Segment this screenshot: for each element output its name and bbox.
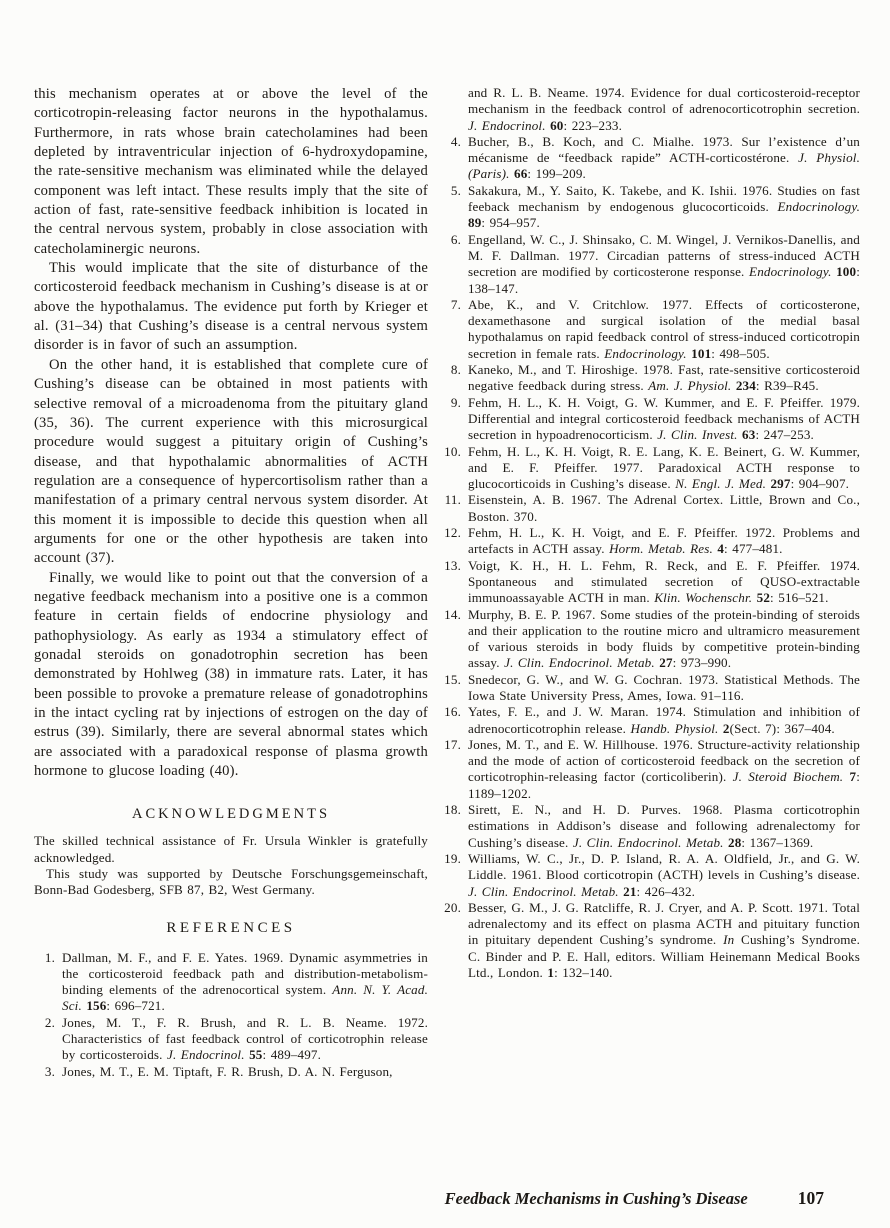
volume-number: 66	[514, 166, 528, 182]
reference-number: 9.	[450, 394, 461, 410]
reference-number: 8.	[450, 362, 461, 378]
reference-number: 18.	[444, 802, 461, 818]
reference-number: 3.	[44, 1063, 55, 1079]
volume-number: 4	[717, 541, 725, 557]
reference-continuation-text: and R. L. B. Neame. 1974. Evidence for dual corticosteroid-receptor mechanism in the feedback control of adrenocorticotrophin secretion. J. Endocrinol. 60: 223–233.	[468, 85, 860, 133]
volume-number: 60	[550, 117, 564, 133]
reference-number: 13.	[444, 557, 461, 573]
journal-name: Am. J. Physiol.	[648, 378, 732, 394]
reference-number: 7.	[450, 296, 461, 312]
reference-number: 1.	[44, 949, 55, 965]
reference-number: 16.	[444, 704, 461, 720]
volume-number: 63	[742, 427, 756, 443]
references-heading: REFERENCES	[166, 919, 296, 936]
reference-item: 15. Snedecor, G. W., and W. G. Cochran. 1973. Statistical Methods. The Iowa State University Press, Ames, Iowa. 91–116.	[440, 672, 860, 705]
reference-3-continuation	[440, 85, 860, 134]
reference-item: 6. Engelland, W. C., J. Shinsako, C. M. Wingel, J. Vernikos-Danellis, and M. F. Dallman. 1977. Circadian patterns of stress-induced ACTH secretion are modified by corticosterone response. Endocrinology. 100: 138–147.	[440, 232, 860, 297]
volume-number: 27	[659, 655, 673, 671]
acknowledgments-paragraphs	[34, 833, 428, 898]
journal-name: Endocrinology.	[604, 345, 687, 361]
journal-name: J. Physiol. (Paris).	[468, 150, 860, 182]
reference-item: 10. Fehm, H. L., K. H. Voigt, R. E. Lang, K. E. Beinert, G. W. Kummer, and E. F. Pfeiffer. 1977. Paradoxical ACTH response to glucocorticoids in Cushing’s disease. N. Engl. J. Med. 297: 904–907.	[440, 444, 860, 493]
acknowledgments-heading: ACKNOWLEDGMENTS	[131, 806, 331, 823]
reference-number: 6.	[450, 231, 461, 247]
reference-item: 14. Murphy, B. E. P. 1967. Some studies of the protein-binding of steroids and their application to the routine micro and ultramicro measurement of various steroids in body fluids by competitive protein-binding assay. J. Clin. Endocrinol. Metab. 27: 973–990.	[440, 607, 860, 672]
journal-name: J. Clin. Invest.	[657, 427, 738, 443]
reference-item: 18. Sirett, E. N., and H. D. Purves. 1968. Plasma corticotrophin estimations in Addison’s disease and following adrenalectomy for Cushing’s disease. J. Clin. Endocrinol. Metab. 28: 1367–1369.	[440, 802, 860, 851]
reference-number: 12.	[444, 525, 461, 541]
volume-number: 100	[836, 264, 857, 280]
reference-number: 10.	[444, 443, 461, 459]
footer-article-title: Feedback Mechanisms in Cushing’s Disease	[444, 1189, 748, 1208]
body-paragraphs	[34, 85, 428, 781]
reference-number: 11.	[444, 492, 461, 508]
volume-number: 234	[735, 378, 756, 394]
volume-number: 1	[547, 965, 555, 981]
reference-number: 15.	[444, 671, 461, 687]
reference-item: 2. Jones, M. T., F. R. Brush, and R. L. B. Neame. 1972. Characteristics of fast feedback control of corticotrophin release by corticosteroids. J. Endocrinol. 55: 489–497.	[34, 1015, 428, 1064]
references-list-left	[34, 950, 428, 1080]
journal-name: J. Clin. Endocrinol. Metab.	[468, 883, 619, 899]
journal-name: In	[723, 932, 735, 948]
reference-item: 4. Bucher, B., B. Koch, and C. Mialhe. 1973. Sur l’existence d’un mécanisme de “feedback rapide” ACTH-corticostérone. J. Physiol. (Paris). 66: 199–209.	[440, 134, 860, 183]
volume-number: 21	[623, 883, 637, 899]
reference-number: 14.	[444, 606, 461, 622]
journal-name: J. Endocrinol.	[167, 1047, 245, 1063]
reference-number: 4.	[450, 133, 461, 149]
journal-name: Endocrinology.	[777, 199, 860, 215]
right-column	[440, 85, 860, 1080]
reference-item: 17. Jones, M. T., and E. W. Hillhouse. 1976. Structure-activity relationship and the mode of action of corticosteroid feedback on the secretion of corticotrophin-releasing factor (corticoliberin). J. Steroid Biochem. 7: 1189–1202.	[440, 737, 860, 802]
reference-number: 5.	[450, 182, 461, 198]
paragraph: On the other hand, it is established that complete cure of Cushing’s disease can be obtained in most patients with selective removal of a microadenoma from the pituitary gland (35, 36). The current experience with this microsurgical procedure would suggest a pituitary origin of Cushing’s disease, and that hypothalamic abnormalities of ACTH regulation are a consequence of hypercortisolism rather than a manifestation of a primary central nervous system disorder. At this moment it is impossible to decide this question when all arguments for one or the other hypothesis are taken into account (37).	[34, 356, 428, 567]
volume-number: 2	[722, 720, 730, 736]
reference-item: 1. Dallman, M. F., and F. E. Yates. 1969. Dynamic asymmetries in the corticosteroid feedback path and distribution-metabolism-binding elements of the adrenocortical system. Ann. N. Y. Acad. Sci. 156: 696–721.	[34, 950, 428, 1015]
paragraph: This study was supported by Deutsche Forschungsgemeinschaft, Bonn-Bad Godesberg, SFB 87, B2, West Germany.	[34, 865, 428, 898]
paragraph: Finally, we would like to point out that the conversion of a negative feedback mechanism into a positive one is a common feature in certain fields of endocrine physiology and pathophysiology. As early as 1934 a stimulatory effect of gonadal steroids on gonadotrophin secretion has been demonstrated by Hohlweg (38) in immature rats. Later, it has been possible to provoke a premature release of gonadotrophins in the intact cycling rat by injections of estrogen on the day of estrus (39). Similarly, there are several abnormal states which are associated with a paradoxical response of plasma growth hormone to glucose loading (40).	[34, 569, 428, 780]
journal-name: Endocrinology.	[749, 264, 832, 280]
reference-item: 5. Sakakura, M., Y. Saito, K. Takebe, and K. Ishii. 1976. Studies on fast feeback mechanism by endogenous glucocorticoids. Endocrinology. 89: 954–957.	[440, 183, 860, 232]
reference-number: 20.	[444, 899, 461, 915]
reference-number: 17.	[444, 736, 461, 752]
reference-item: 11. Eisenstein, A. B. 1967. The Adrenal Cortex. Little, Brown and Co., Boston. 370.	[440, 492, 860, 525]
reference-item: 7. Abe, K., and V. Critchlow. 1977. Effects of corticosterone, dexamethasone and surgical isolation of the medial basal hypothalamus on rapid feedback control of stress-induced corticotropin secretion in female rats. Endocrinology. 101: 498–505.	[440, 297, 860, 362]
volume-number: 28	[728, 834, 742, 850]
reference-item: 20. Besser, G. M., J. G. Ratcliffe, R. J. Cryer, and A. P. Scott. 1971. Total adrenalectomy and its effect on plasma ACTH and pituitary function in pituitary dependent Cushing’s syndrome. In Cushing’s Syndrome. C. Binder and P. E. Hall, editors. William Heinemann Medical Books Ltd., London. 1: 132–140.	[440, 900, 860, 981]
volume-number: 89	[468, 215, 482, 231]
volume-number: 55	[249, 1047, 263, 1063]
reference-item: 19. Williams, W. C., Jr., D. P. Island, R. A. A. Oldfield, Jr., and G. W. Liddle. 1961. Blood corticotropin (ACTH) levels in Cushing’s disease. J. Clin. Endocrinol. Metab. 21: 426–432.	[440, 851, 860, 900]
volume-number: 101	[691, 345, 712, 361]
journal-name: J. Steroid Biochem.	[732, 769, 844, 785]
reference-item: 16. Yates, F. E., and J. W. Maran. 1974. Stimulation and inhibition of adrenocorticotrophin release. Handb. Physiol. 2(Sect. 7): 367–404.	[440, 704, 860, 737]
paragraph: The skilled technical assistance of Fr. Ursula Winkler is gratefully acknowledged.	[34, 833, 428, 865]
reference-number: 19.	[444, 850, 461, 866]
references-list-right	[440, 134, 860, 981]
journal-name: N. Engl. J. Med.	[675, 476, 767, 492]
volume-number: 156	[86, 998, 107, 1014]
volume-number: 297	[770, 476, 791, 492]
footer-page-number: 107	[797, 1188, 824, 1208]
journal-name: J. Clin. Endocrinol. Metab.	[504, 655, 655, 671]
left-column	[34, 85, 428, 1080]
reference-item: 13. Voigt, K. H., H. L. Fehm, R. Reck, and E. F. Pfeiffer. 1974. Spontaneous and stimulated secretion of QUSO-extractable immunoassayable ACTH in man. Klin. Wochenschr. 52: 516–521.	[440, 558, 860, 607]
running-footer	[0, 1188, 890, 1209]
two-column-layout	[34, 85, 860, 1080]
volume-number: 52	[756, 590, 771, 606]
journal-name: Klin. Wochenschr.	[654, 590, 753, 606]
journal-name: Horm. Metab. Res.	[609, 541, 713, 557]
paragraph: This would implicate that the site of disturbance of the corticosteroid feedback mechanism in Cushing’s disease is at or above the hypothalamus. The evidence put forth by Krieger et al. (31–34) that Cushing’s disease is a central nervous system disorder is in favor of such an assumption.	[34, 260, 428, 354]
journal-name: J. Clin. Endocrinol. Metab.	[572, 834, 724, 850]
reference-number: 2.	[44, 1014, 55, 1030]
reference-item: 9. Fehm, H. L., K. H. Voigt, G. W. Kummer, and E. F. Pfeiffer. 1979. Differential and integral corticosteroid feedback mechanisms of ACTH secretion in hypoadrenocorticism. J. Clin. Invest. 63: 247–253.	[440, 395, 860, 444]
journal-name: Ann. N. Y. Acad. Sci.	[62, 982, 428, 1014]
volume-number: 7	[849, 769, 857, 785]
paragraph: this mechanism operates at or above the level of the corticotropin-releasing factor neurons in the hypothalamus. Furthermore, in rats whose brain catecholamines had been depleted by intraventricular injection of 6-hydroxydopamine, the rate-sensitive mechanism was eliminated while the delayed component was left intact. These results imply that the site of action of fast, rate-sensitive feedback inhibition is located in the central nervous system, probably in close association with catecholaminergic neurons.	[34, 86, 428, 257]
journal-name: J. Endocrinol.	[468, 117, 546, 133]
reference-item: 3. Jones, M. T., E. M. Tiptaft, F. R. Brush, D. A. N. Ferguson,	[34, 1064, 428, 1080]
reference-item: 8. Kaneko, M., and T. Hiroshige. 1978. Fast, rate-sensitive corticosteroid negative feedback during stress. Am. J. Physiol. 234: R39–R45.	[440, 362, 860, 395]
reference-item: 12. Fehm, H. L., K. H. Voigt, and E. F. Pfeiffer. 1972. Problems and artefacts in ACTH assay. Horm. Metab. Res. 4: 477–481.	[440, 525, 860, 558]
journal-name: Handb. Physiol.	[630, 720, 719, 736]
